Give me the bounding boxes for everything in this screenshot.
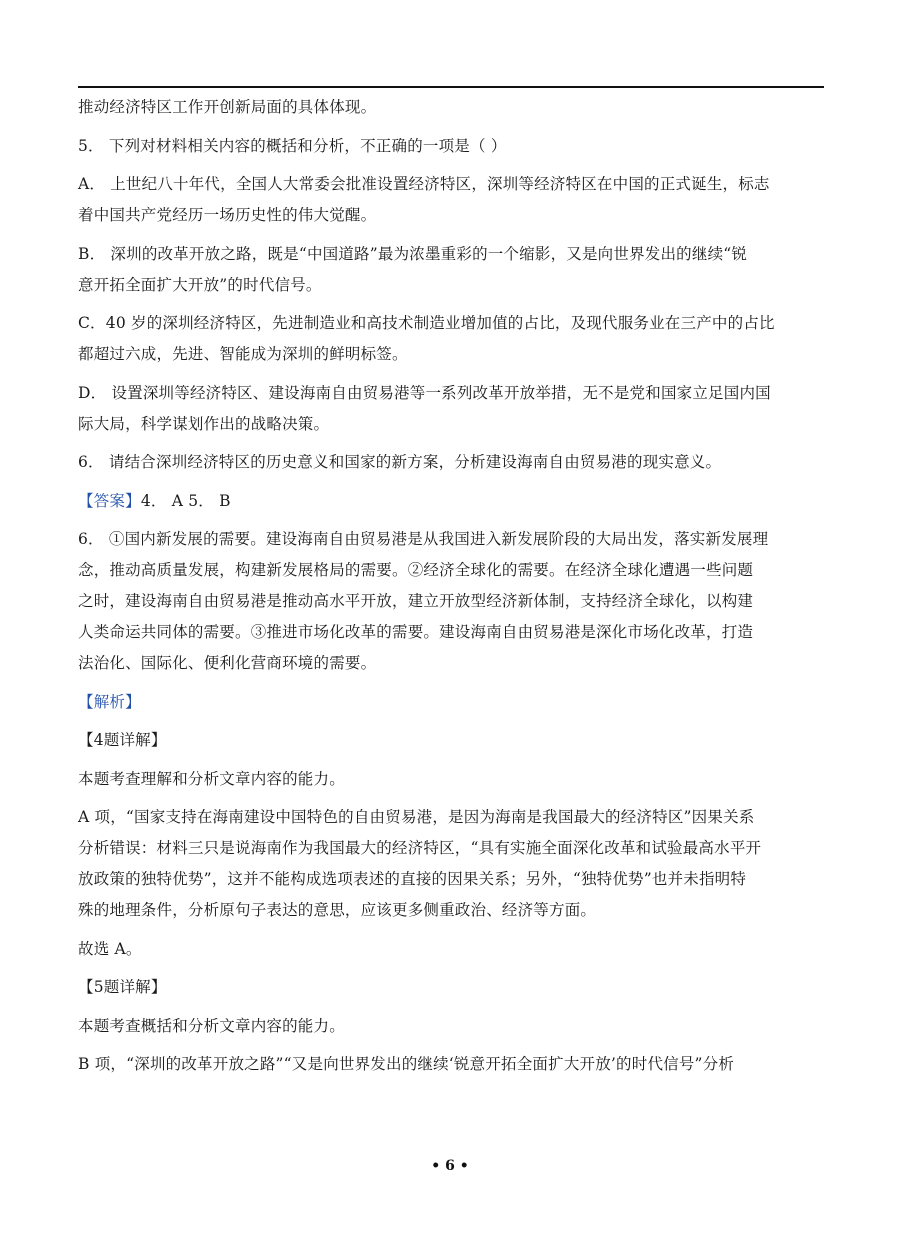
q5-explanation-line-1: B 项，“深圳的改革开放之路”“又是向世界发出的继续‘锐意开拓全面扩大开放’的时代信号”分析 xyxy=(78,1055,735,1073)
analysis-tag: 【解析】 xyxy=(78,692,141,711)
continuation-paragraph xyxy=(78,92,824,123)
q4-detail-heading: 【4题详解】 xyxy=(78,731,167,749)
page-number: • 6 • xyxy=(431,1158,469,1174)
option-d-line-1: D． 设置深圳等经济特区、建设海南自由贸易港等一系列改革开放举措，无不是党和国家立足国内国 xyxy=(78,383,771,402)
q4-explanation-line-4: 殊的地理条件，分析原句子表达的意思，应该更多侧重政治、经济等方面。 xyxy=(78,901,597,919)
option-c-line-2: 都超过六成，先进、智能成为深圳的鲜明标签。 xyxy=(78,345,408,363)
option-c-line-1: C．40 岁的深圳经济特区，先进制造业和高技术制造业增加值的占比，及现代服务业在三产中的占比 xyxy=(78,314,775,332)
q4-intro-row xyxy=(78,764,824,795)
question-5-stem: 5． 下列对材料相关内容的概括和分析，不正确的一项是（ ） xyxy=(78,136,507,155)
option-c xyxy=(78,308,824,370)
answer-line xyxy=(78,486,824,517)
continuation-text: 推动经济特区工作开创新局面的具体体现。 xyxy=(78,98,377,116)
page-body xyxy=(78,92,824,1088)
option-d xyxy=(78,378,824,440)
option-b-line-1: B． 深圳的改革开放之路，既是“中国道路”最为浓墨重彩的一个缩影，又是向世界发出的继续“锐 xyxy=(78,244,748,263)
q5-explanation xyxy=(78,1049,824,1080)
option-a-line-1: A． 上世纪八十年代，全国人大常委会批准设置经济特区，深圳等经济特区在中国的正式诞生，标志 xyxy=(78,175,770,193)
header-divider xyxy=(78,86,824,88)
option-d-line-2: 际大局，科学谋划作出的战略决策。 xyxy=(78,414,330,433)
question-5 xyxy=(78,131,824,162)
q4-explanation-line-1: A 项，“国家支持在海南建设中国特色的自由贸易港，是因为海南是我国最大的经济特区”因果关系 xyxy=(78,808,755,826)
q4-conclusion-row xyxy=(78,934,824,965)
q4-explanation-line-2: 分析错误：材料三只是说海南作为我国最大的经济特区，“具有实施全面深化改革和试验最高水平开 xyxy=(78,839,762,857)
question-6-answer-line-2: 念，推动高质量发展，构建新发展格局的需要。②经济全球化的需要。在经济全球化遭遇一些问题 xyxy=(78,561,754,579)
question-6-answer xyxy=(78,524,824,679)
question-6-stem: 6． 请结合深圳经济特区的历史意义和国家的新方案，分析建设海南自由贸易港的现实意义。 xyxy=(78,453,722,471)
q4-heading-row xyxy=(78,725,824,756)
q5-intro-row xyxy=(78,1011,824,1042)
answer-row xyxy=(78,486,824,517)
q4-explanation xyxy=(78,802,824,926)
question-6-answer-line-3: 之时，建设海南自由贸易港是推动高水平开放，建立开放型经济新体制，支持经济全球化，以构建 xyxy=(78,592,754,610)
q4-conclusion: 故选 A。 xyxy=(78,939,142,958)
answer-tag: 【答案】 xyxy=(78,491,141,510)
analysis-tag-row xyxy=(78,687,824,718)
q5-detail-heading: 【5题详解】 xyxy=(78,978,167,996)
option-b xyxy=(78,239,824,301)
q5-heading-row xyxy=(78,972,824,1003)
q4-explanation-line-3: 放政策的独特优势”，这并不能构成选项表述的直接的因果关系；另外，“独特优势”也并未指明特 xyxy=(78,870,747,888)
q5-intro: 本题考查概括和分析文章内容的能力。 xyxy=(78,1016,345,1035)
question-6-answer-line-4: 人类命运共同体的需要。③推进市场化改革的需要。建设海南自由贸易港是深化市场化改革，打造 xyxy=(78,623,754,641)
question-6-answer-line-1: 6． ①国内新发展的需要。建设海南自由贸易港是从我国进入新发展阶段的大局出发，落实新发展理 xyxy=(78,530,769,548)
question-6-answer-line-5: 法治化、国际化、便利化营商环境的需要。 xyxy=(78,654,377,672)
option-a-line-2: 着中国共产党经历一场历史性的伟大觉醒。 xyxy=(78,206,377,224)
question-6 xyxy=(78,447,824,478)
option-a xyxy=(78,169,824,231)
option-b-line-2: 意开拓全面扩大开放”的时代信号。 xyxy=(78,275,322,294)
answer-values: 4． A 5． B xyxy=(140,491,231,510)
q4-intro: 本题考查理解和分析文章内容的能力。 xyxy=(78,769,345,788)
